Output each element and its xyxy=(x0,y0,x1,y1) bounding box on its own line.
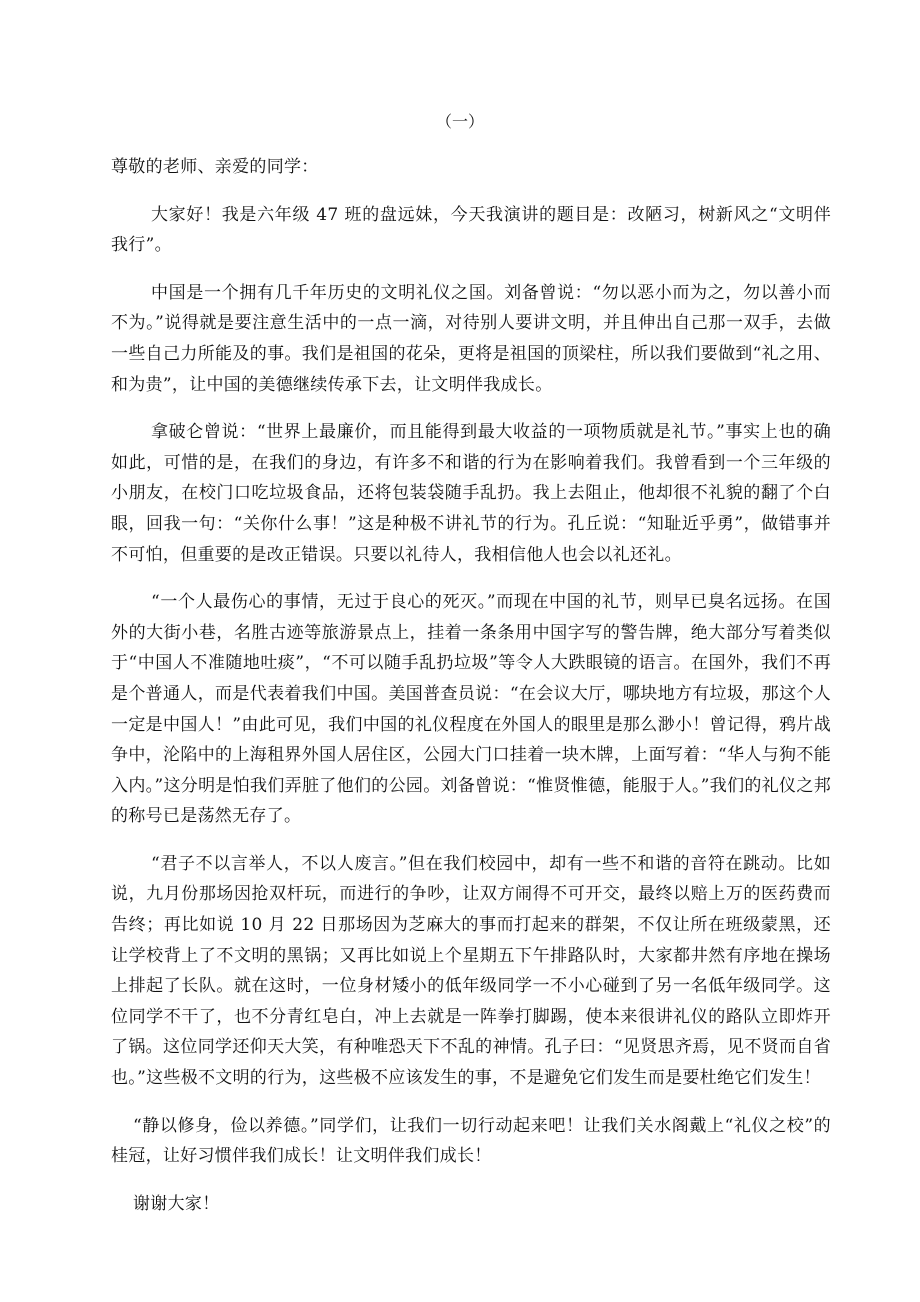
paragraph-civilization: 中国是一个拥有几千年历史的文明礼仪之国。刘备曾说：“勿以恶小而为之，勿以善小而不为。”说得就是要注意生活中的一点一滴，对待别人要讲文明，并且伸出自己那一双手，去做一些自己力所能及的事。我们是祖国的花朵，更将是祖国的顶梁柱，所以我们要做到“礼之用、和为贵”，让中国的美德继续传承下去，让文明伴我成长。 xyxy=(111,282,831,395)
salutation: 尊敬的老师、亲爱的同学： xyxy=(111,157,319,177)
paragraph-campus: “君子不以言举人，不以人废言。”但在我们校园中，却有一些不和谐的音符在跳动。比如说，九月份那场因抢双杆玩，而进行的争吵，让双方闹得不可开交，最终以赔上万的医药费而告终；再比如说 10 月 22 日那场因为芝麻大的事而打起来的群架，不仅让所在班级蒙黑，还让学校背上了不文明的黑锅；又再比如说上个星期五下午排路队时，大家都井然有序地在操场上排起了长队。就在这时，一位身材矮小的低年级同学一不小心碰到了另一名低年级同学。这位同学不干了，也不分青红皂白，冲上去就是一阵拳打脚踢，使本来很讲礼仪的路队立即炸开了锅。这位同学还仰天大笑，有种唯恐天下不乱的神情。孔子曰：“见贤思齐焉，见不贤而自省也。”这些极不文明的行为，这些极不应该发生的事，不是避免它们发生而是要杜绝它们发生！ xyxy=(111,853,831,1089)
paragraph-napoleon: 拿破仑曾说：“世界上最廉价，而且能得到最大收益的一项物质就是礼节。”事实上也的确如此，可惜的是，在我们的身边，有许多不和谐的行为在影响着我们。我曾看到一个三年级的小朋友，在校门口吃垃圾食品，还将包装袋随手乱扔。我上去阻止，他却很不礼貌的翻了个白眼，回我一句：“关你什么事！”这是种极不讲礼节的行为。孔丘说：“知耻近乎勇”，做错事并不可怕，但重要的是改正错误。只要以礼待人，我相信他人也会以礼还礼。 xyxy=(111,422,831,565)
paragraph-call-to-action: “静以修身，俭以养德。”同学们，让我们一切行动起来吧！让我们关水阁戴上“礼仪之校”的桂冠，让好习惯伴我们成长！让文明伴我们成长！ xyxy=(111,1115,831,1167)
paragraph-reputation: “一个人最伤心的事情，无过于良心的死灭。”而现在中国的礼节，则早已臭名远扬。在国外的大街小巷，名胜古迹等旅游景点上，挂着一条条用中国字写的警告牌，绝大部分写着类似于“中国人不准随地吐痰”，“不可以随手乱扔垃圾”等令人大跌眼镜的语言。在国外，我们不再是个普通人，而是代表着我们中国。美国普查员说：“在会议大厅，哪块地方有垃圾，那这个人一定是中国人！”由此可见，我们中国的礼仪程度在外国人的眼里是那么渺小！曾记得，鸦片战争中，沦陷中的上海租界外国人居住区，公园大门口挂着一块木牌，上面写着：“华人与狗不能入内。”这分明是怕我们弄脏了他们的公园。刘备曾说：“惟贤惟德，能服于人。”我们的礼仪之邦的称号已是荡然无存了。 xyxy=(111,592,831,827)
speech-body xyxy=(111,152,831,1236)
closing-thanks: 谢谢大家！ xyxy=(133,1193,220,1214)
paragraph-greeting: 大家好！我是六年级 47 班的盘远妹，今天我演讲的题目是：改陋习，树新风之“文明伴我行”。 xyxy=(111,204,831,256)
section-title: （一） xyxy=(435,112,484,131)
